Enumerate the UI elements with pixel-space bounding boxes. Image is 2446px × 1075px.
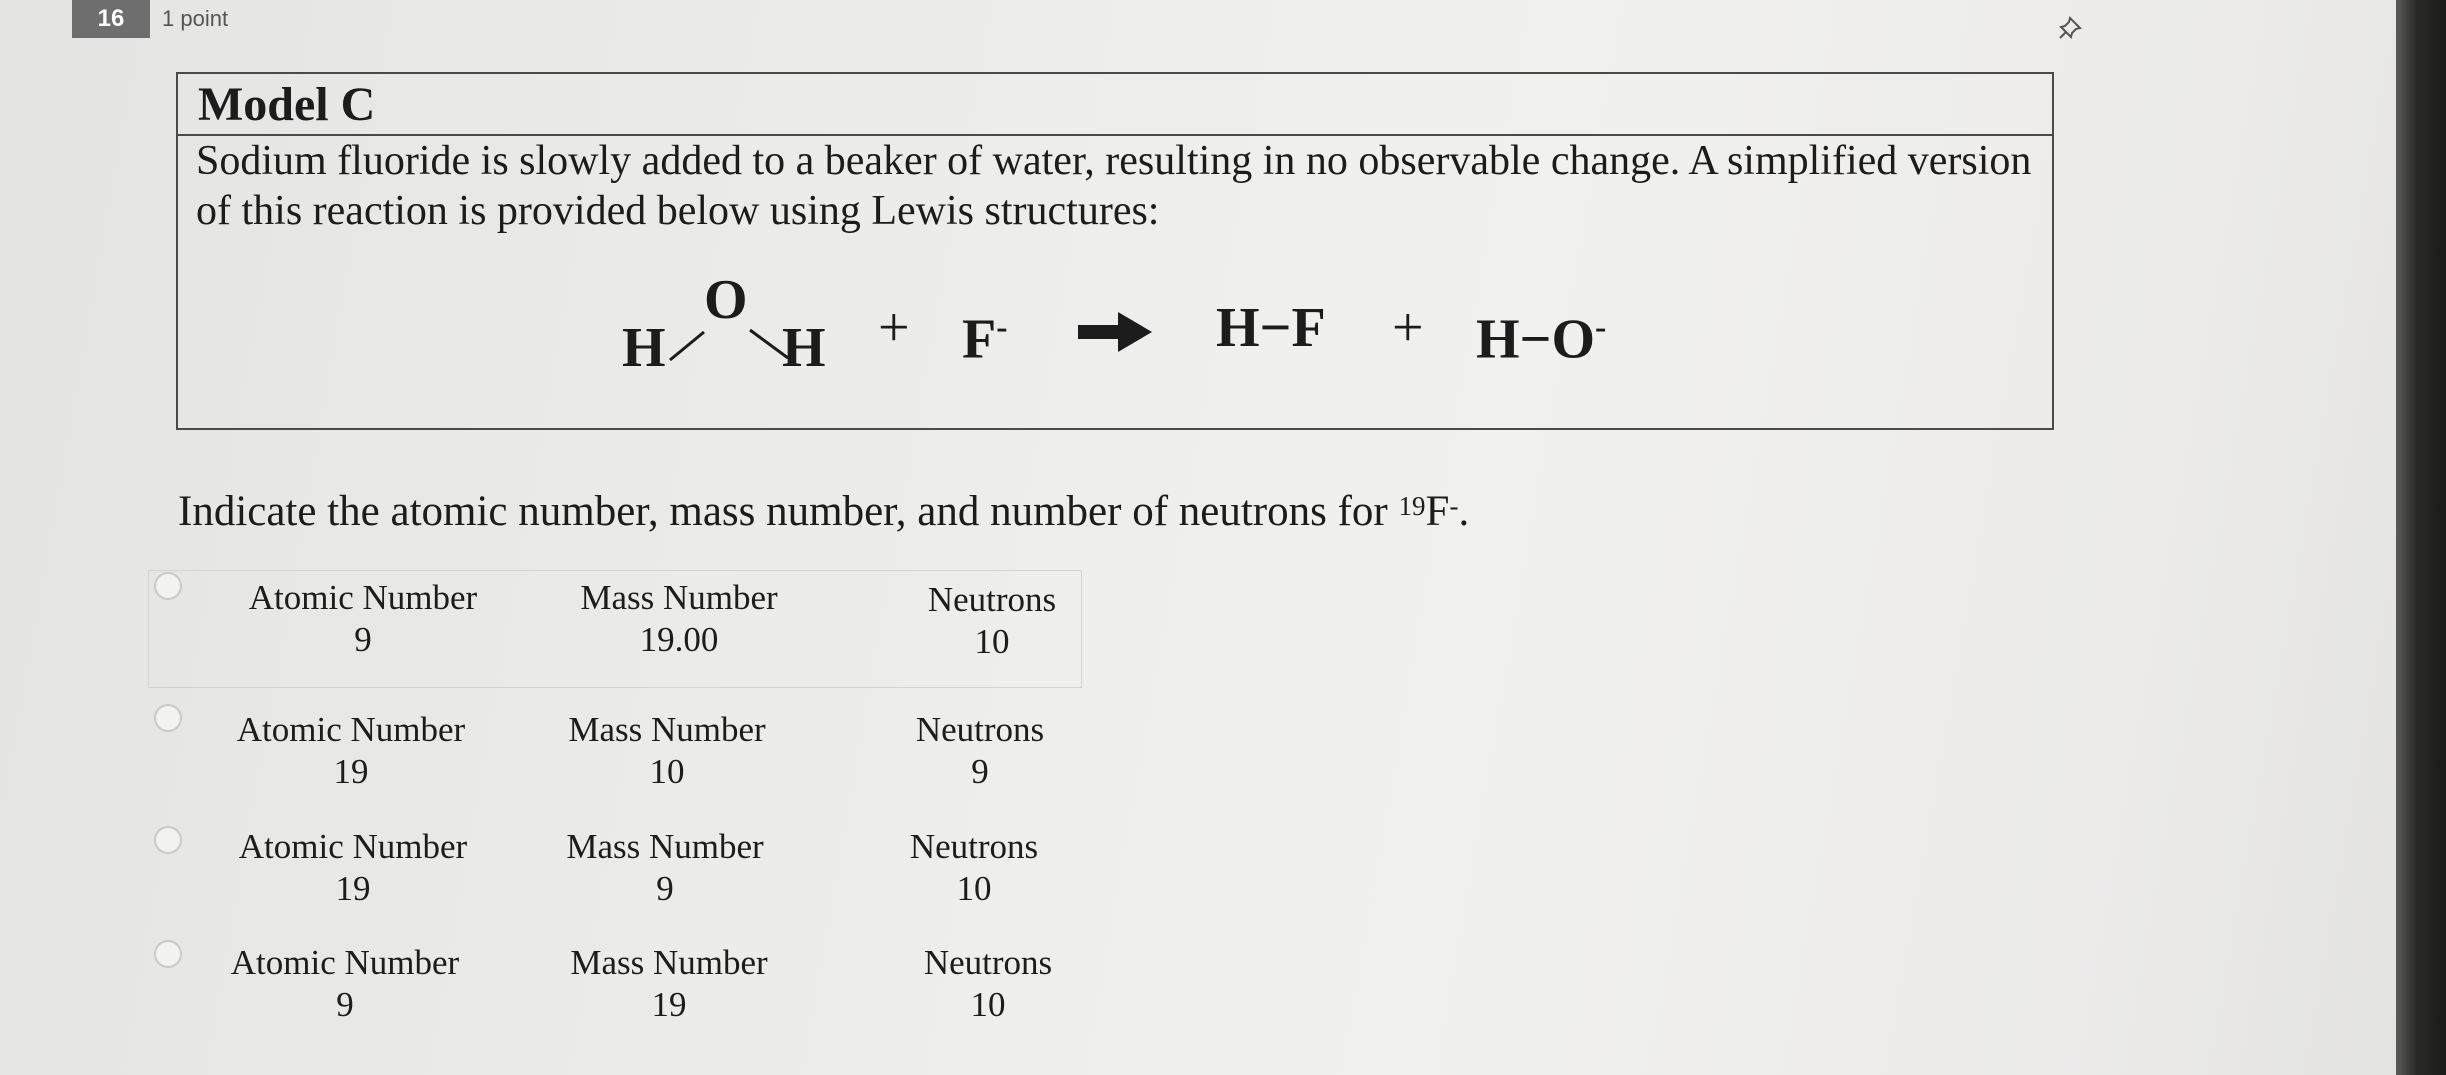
fluoride-ion [962,298,1008,370]
hydroxide-symbol: H−O [1476,308,1596,371]
water-h-right: H [782,317,826,379]
question-points: 1 point [162,6,229,31]
column-value: 10 [974,622,1010,661]
option-4-mass-number [544,942,794,1026]
water-h-left: H [622,317,666,379]
column-value: 9 [354,620,372,659]
fluoride-charge: - [996,309,1008,346]
plus-sign-2: + [1392,297,1424,359]
answer-option-3-radio[interactable] [154,826,182,854]
prompt-period: . [1458,488,1470,535]
column-label: Atomic Number [248,578,478,617]
screen-bezel [2396,0,2446,1075]
option-1-neutrons [912,579,1072,663]
option-2-atomic-number [216,709,486,793]
column-value: 9 [971,752,989,791]
bond-line-left [670,332,704,360]
isotope-symbol: F [1425,488,1450,535]
bond-lines [178,74,2056,432]
question-number: 16 [72,0,150,38]
column-value: 19 [335,869,371,908]
option-3-neutrons [894,826,1054,910]
column-value: 9 [656,869,674,908]
option-4-neutrons [908,942,1068,1026]
column-value: 19 [333,752,369,791]
column-label: Mass Number [570,943,768,982]
column-label: Mass Number [580,578,778,617]
option-4-atomic-number [210,942,480,1026]
column-value: 10 [956,869,992,908]
product-hf: H−F [1216,297,1326,359]
answer-option-4-radio[interactable] [154,940,182,968]
question-prompt [178,484,1469,540]
column-value: 9 [336,985,354,1024]
pin-icon[interactable] [2056,12,2086,42]
column-label: Mass Number [568,710,766,749]
column-label: Mass Number [566,827,764,866]
option-3-mass-number [540,826,790,910]
reaction-equation [178,74,2056,432]
column-label: Atomic Number [238,827,468,866]
fluoride-symbol: F [962,308,997,371]
column-label: Neutrons [923,943,1053,982]
column-label: Atomic Number [236,710,466,749]
isotope-mass-superscript: 19 [1398,491,1426,521]
hydroxide-charge: - [1595,309,1607,346]
column-value: 19.00 [639,620,719,659]
column-value: 10 [649,752,685,791]
option-3-atomic-number [218,826,488,910]
column-label: Neutrons [927,580,1057,619]
product-hydroxide [1476,298,1606,370]
model-title: Model C [178,74,2052,136]
reaction-arrow-icon [1078,312,1152,352]
water-o: O [704,269,748,331]
option-1-atomic-number [228,577,498,661]
option-2-neutrons [900,709,1060,793]
plus-sign-1: + [878,297,910,359]
column-value: 19 [651,985,687,1024]
column-label: Atomic Number [230,943,460,982]
column-label: Neutrons [915,710,1045,749]
option-2-mass-number [542,709,792,793]
column-label: Neutrons [909,827,1039,866]
model-description: Sodium fluoride is slowly added to a beaker of water, resulting in no observable change. A simplified version of this reaction is provided below using Lewis structures: [196,138,2032,234]
answer-option-2-radio[interactable] [154,704,182,732]
isotope-charge: - [1449,491,1459,521]
answer-option-1-radio[interactable] [154,572,182,600]
option-1-mass-number [554,577,804,661]
column-value: 10 [970,985,1006,1024]
model-box [176,72,2054,430]
prompt-text: Indicate the atomic number, mass number, and number of neutrons for [178,488,1399,535]
